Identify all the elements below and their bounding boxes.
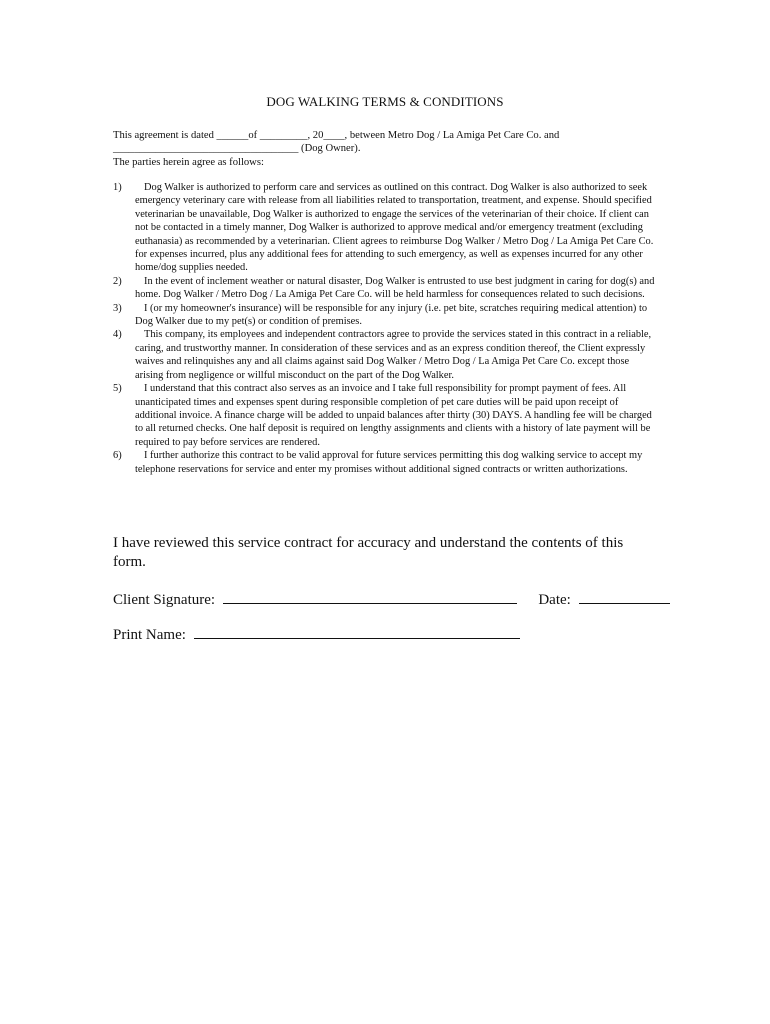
clause-number: 1) xyxy=(113,182,122,193)
clause-item xyxy=(113,449,658,476)
intro-line: ___________________________________ (Dog Owner). xyxy=(113,143,361,155)
clause-item xyxy=(113,275,658,302)
print-name-label: Print Name: xyxy=(113,627,186,643)
print-name-field[interactable] xyxy=(194,624,520,639)
clause-number: 5) xyxy=(113,383,122,395)
client-signature-row xyxy=(113,589,670,609)
clause-number: 2) xyxy=(113,275,122,287)
clause-text: This company, its employees and independent contractors agree to provide the services stated in this contract in a reliable, caring, and trustworthy manner. In consideration of these services and as an express condition thereof, the Client expressly waives and relinquishes any and all claims against said Dog Walker / Metro Dog / La Amiga Pet Care Co. except those arising from negligence or willful misconduct on the part of the Dog Walker. xyxy=(135,329,652,381)
clause-item xyxy=(113,302,658,329)
intro-paragraph xyxy=(113,129,673,169)
print-name-row xyxy=(113,624,520,644)
client-signature-field[interactable] xyxy=(223,589,517,604)
intro-line: This agreement is dated ______of _________, 20____, between Metro Dog / La Amiga Pet Care Co. and xyxy=(113,130,560,141)
clause-text: I understand that this contract also serves as an invoice and I take full responsibility for prompt payment of fees. All unanticipated times and expenses spent during responsible completion of pet care duties will be paid upon receipt of additional invoice. A finance charge will be added to unpaid balances after thirty (30) DAYS. A handling fee will be charged to all returned checks. One half deposit is required on lengthy assignments and clients with a history of late payment will be required to pay before services are rendered. xyxy=(135,383,652,448)
date-field[interactable] xyxy=(579,589,670,604)
clause-text: Dog Walker is authorized to perform care and services as outlined on this contract. Dog Walker is also authorized to seek emergency veterinary care with release from all liabilities related to transportation, treatment, and expense. Should specified veterinarian be unavailable, Dog Walker is authorized to engage the services of the veterinarian of their choice. If client can not be contacted in a timely manner, Dog Walker is authorized to approve medical and/or emergency treatment (excluding euthanasia) as recommended by a veterinarian. Client agrees to reimburse Dog Walker / Metro Dog / La Amiga Pet Care Co. for expenses incurred, plus any additional fees for attending to such emergency, as well as expenses incurred for any other home/dog supplies needed. xyxy=(135,182,654,274)
clause-item xyxy=(113,181,658,275)
clause-text: I (or my homeowner's insurance) will be responsible for any injury (i.e. pet bite, scratches requiring medical attention) to Dog Walker due to my pet(s) or condition of premises. xyxy=(135,302,648,328)
intro-line: The parties herein agree as follows: xyxy=(113,156,264,168)
date-label: Date: xyxy=(538,592,571,608)
clause-number: 3) xyxy=(113,302,122,314)
clause-number: 4) xyxy=(113,329,122,341)
clause-text: I further authorize this contract to be valid approval for future services permitting this dog walking service to accept my telephone reservations for service and enter my promises without additional signed contracts or written authorizations. xyxy=(135,450,643,475)
clause-item xyxy=(113,328,658,382)
clause-text: In the event of inclement weather or natural disaster, Dog Walker is entrusted to use best judgment in caring for dog(s) and home. Dog Walker / Metro Dog / La Amiga Pet Care Co. will be held harmless for consequences related to such decisions. xyxy=(135,275,655,301)
acknowledgement-text: I have reviewed this service contract for accuracy and understand the contents of this form. xyxy=(113,535,624,570)
clause-number: 6) xyxy=(113,450,122,462)
client-signature-label: Client Signature: xyxy=(113,592,216,608)
document-title: DOG WALKING TERMS & CONDITIONS xyxy=(266,94,504,109)
clause-item xyxy=(113,382,658,449)
clause-list xyxy=(113,181,658,476)
